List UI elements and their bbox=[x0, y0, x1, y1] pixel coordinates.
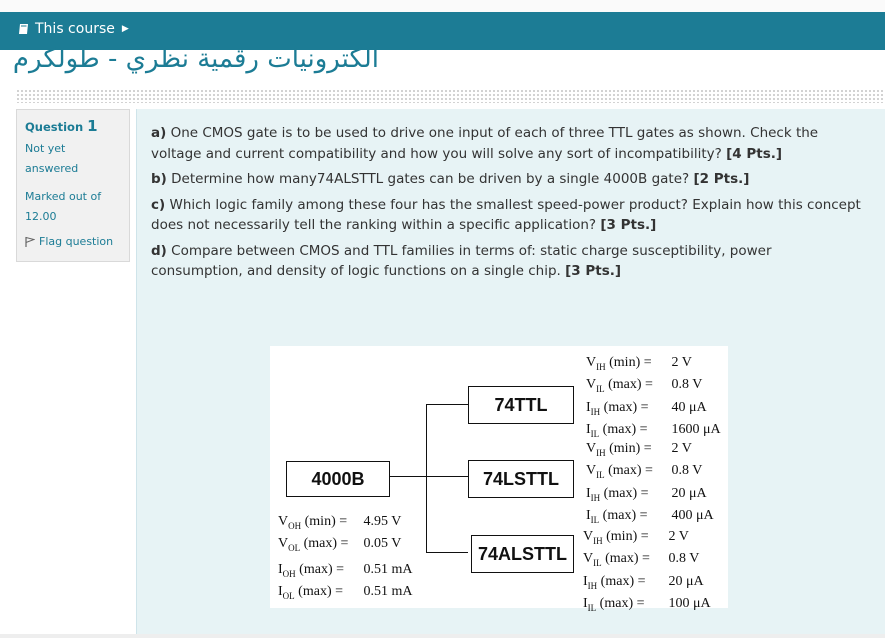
caret-right-icon: ▶ bbox=[121, 24, 129, 34]
alsttl-specs: $V_{IH}$ (min) = 2 V $V_{IL}$ (max) = 0.8 V $I_{IH}$ (max) = 20 μA $I_{IL}$ (max) = 100 μA bbox=[583, 529, 711, 613]
flag-icon bbox=[25, 236, 35, 248]
gate-74lsttl: 74LSTTL bbox=[468, 460, 574, 498]
book-icon bbox=[18, 23, 30, 35]
page-title: الكترونيات رقمية نظري - طولكرم bbox=[12, 44, 379, 74]
question-text bbox=[151, 123, 863, 287]
dotted-divider bbox=[16, 89, 885, 103]
this-course-label: This course bbox=[35, 21, 115, 37]
question-info-panel bbox=[16, 109, 130, 262]
bottom-divider bbox=[0, 634, 885, 638]
this-course-menu[interactable] bbox=[18, 21, 129, 37]
question-number: Question 1 bbox=[25, 117, 98, 135]
wire-source-out bbox=[390, 476, 426, 477]
flag-question-button[interactable]: Flag question bbox=[25, 235, 121, 248]
top-strip bbox=[0, 0, 885, 12]
part-b: b) Determine how many74ALSTTL gates can be driven by a single 4000B gate? [2 Pts.] bbox=[151, 171, 750, 187]
lsttl-specs: $V_{IH}$ (min) = 2 V $V_{IL}$ (max) = 0.8 V $I_{IH}$ (max) = 20 μA $I_{IL}$ (max) = 400 μA bbox=[586, 441, 714, 525]
wire-to-ttl bbox=[426, 404, 468, 405]
part-a: a) One CMOS gate is to be used to drive one input of each of three TTL gates as shown. Check the voltage and current compatibility and how you will solve any sort of incompatibility? [4 Pts.] bbox=[151, 125, 819, 162]
question-grade: Marked out of 12.00 bbox=[25, 190, 102, 223]
wire-to-lsttl bbox=[426, 476, 468, 477]
part-c: c) Which logic family among these four has the smallest speed-power product? Explain how this concept does not necessarily tell the ranking within a specific application? [3 Pts.] bbox=[151, 196, 861, 233]
gate-74ttl: 74TTL bbox=[468, 386, 574, 424]
question-status: Not yet answered bbox=[25, 142, 79, 175]
gate-74alsttl: 74ALSTTL bbox=[471, 535, 574, 573]
ttl-specs: $V_{IH}$ (min) = 2 V $V_{IL}$ (max) = 0.8 V $I_{IH}$ (max) = 40 μA $I_{IL}$ (max) = 1600 μA bbox=[586, 355, 721, 439]
circuit-diagram bbox=[270, 346, 728, 613]
part-d: d) Compare between CMOS and TTL families in terms of: static charge susceptibility, power consumption, and density of logic functions on a single chip. [3 Pts.] bbox=[151, 242, 772, 279]
source-specs: $V_{OH}$ (min) = 4.95 V $V_{OL}$ (max) = 0.05 V $I_{OH}$ (max) = 0.51 mA $I_{OL}$ (max) = 0.51 mA bbox=[278, 514, 413, 601]
wire-to-alsttl bbox=[426, 552, 468, 553]
wire-vertical bbox=[426, 404, 427, 553]
gate-4000b: 4000B bbox=[286, 461, 390, 497]
